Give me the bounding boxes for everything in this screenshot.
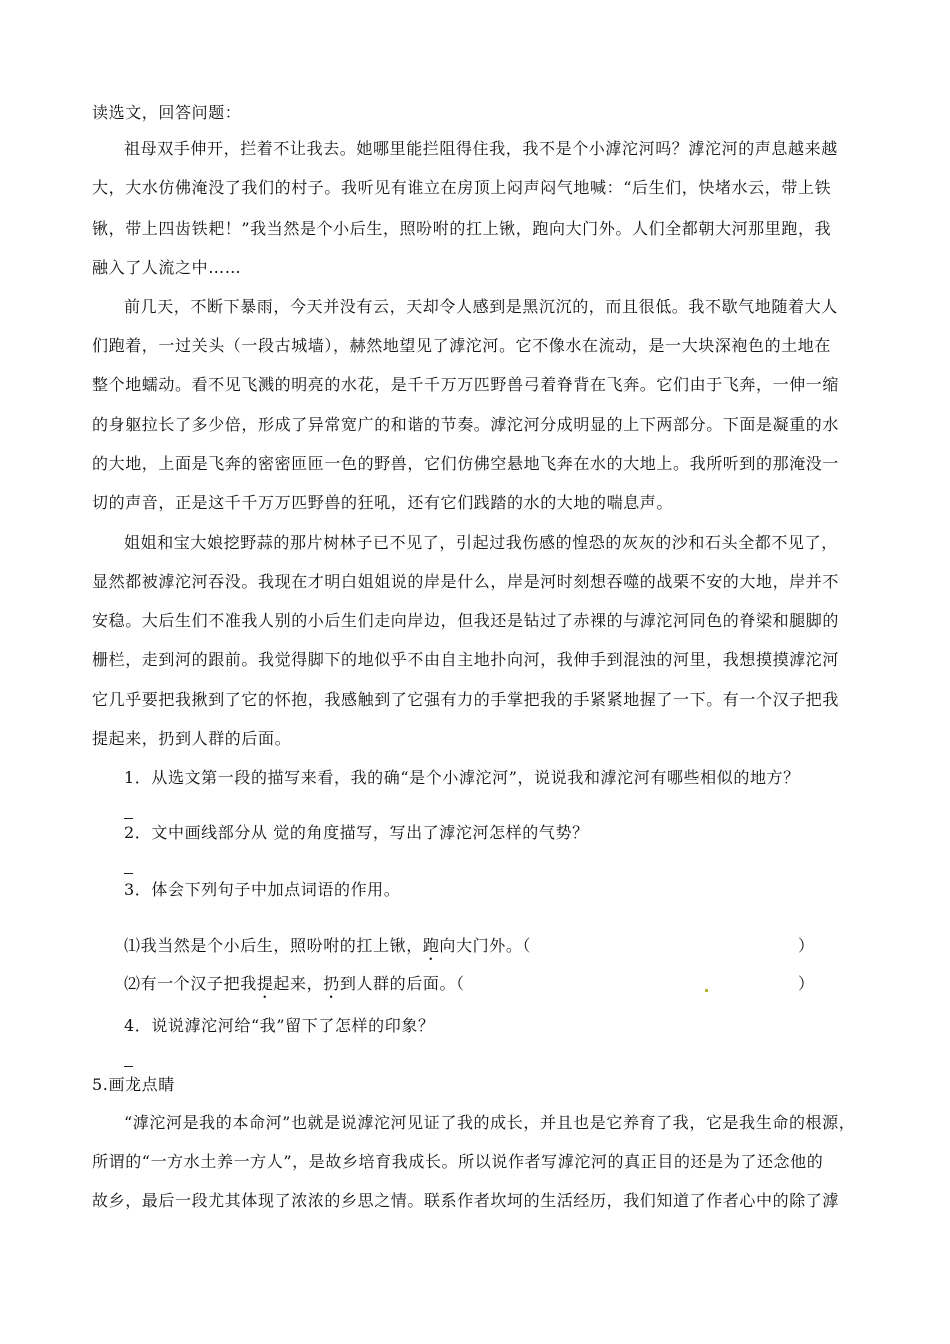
q3-1-text-a: ⑴我当然是个小后生，照吩咐的扛上锹， <box>124 936 423 955</box>
q3-2-text-mid: 起来， <box>273 974 324 993</box>
passage-p3-line4: 栅栏，走到河的跟前。我觉得脚下的地似乎不由自主地扑向河，我伸手到混浊的河里，我想摸摸滹沱河 <box>92 650 840 669</box>
q3-2-dotted-word-1: 提 <box>256 974 274 993</box>
passage-p3-line1: 姐姐和宝大娘挖野蒜的那片树林子已不见了，引起过我伤感的惶恐的灰灰的沙和石头全都不见了， <box>124 533 838 552</box>
passage-p3-line2: 显然都被滹沱河吞没。我现在才明白姐姐说的岸是什么，岸是河时刻想吞噬的战栗不安的大地，岸并不 <box>92 572 840 591</box>
answer5-line1: “滹沱河是我的本命河”也就是说滹沱河见证了我的成长，并且也是它养育了我，它是我生命的根源， <box>124 1113 856 1132</box>
passage-p2-line6: 切的声音，正是这千千万万匹野兽的狂吼，还有它们践踏的水的大地的喘息声。 <box>92 493 674 512</box>
stray-mark <box>705 989 708 992</box>
passage-p3-line5: 它几乎要把我揪到了它的怀抱，我感触到了它强有力的手掌把我的手紧紧地握了一下。有一个汉子把我 <box>92 690 840 709</box>
passage-p1-line1: 祖母双手伸开，拦着不让我去。她哪里能拦阻得住我，我不是个小滹沱河吗？滹沱河的声息越来越 <box>124 139 838 158</box>
answer5-line3: 故乡，最后一段尤其体现了浓浓的乡思之情。联系作者坎坷的生活经历，我们知道了作者心中的除了滹 <box>92 1191 840 1210</box>
answer-blank-1[interactable] <box>124 818 133 819</box>
passage-p1-line4: 融入了人流之中…… <box>92 258 242 277</box>
question-4: 4．说说滹沱河给“我”留下了怎样的印象？ <box>124 1016 435 1035</box>
question-1: 1．从选文第一段的描写来看，我的确“是个小滹沱河”，说说我和滹沱河有哪些相似的地方？ <box>124 768 800 787</box>
q3-2-text-a: ⑵有一个汉子把我 <box>124 974 257 993</box>
q3-2-text-b: 到人群的后面。（ <box>339 974 465 993</box>
answer-blank-4[interactable] <box>124 1066 133 1067</box>
question-5-heading: 5.画龙点睛 <box>92 1075 175 1094</box>
q3-1-dotted-word: 跑 <box>422 936 440 955</box>
q3-2-dotted-word-2: 扔 <box>323 974 340 993</box>
passage-p3-line6: 提起来，扔到人群的后面。 <box>92 729 292 748</box>
question-3-item-2 <box>124 974 894 1002</box>
passage-p2-line5: 的大地，上面是飞奔的密密匝匝一色的野兽，它们仿佛空悬地飞奔在水的大地上。我所听到的那淹没一 <box>92 454 840 473</box>
question-3-item-1 <box>124 936 894 964</box>
passage-p1-line3: 锹，带上四齿铁耙！”我当然是个小后生，照吩咐的扛上锹，跑向大门外。人们全都朝大河那里跑，我 <box>92 219 832 238</box>
q3-2-close-paren: ） <box>798 974 815 993</box>
passage-p1-line2: 大，大水仿佛淹没了我们的村子。我听见有谁立在房顶上闷声闷气地喊：“后生们，快堵水云，带上铁 <box>92 178 832 197</box>
passage-p2-line3: 整个地蠕动。看不见飞溅的明亮的水花，是千千万万匹野兽弓着脊背在飞奔。它们由于飞奔，一伸一缩 <box>92 375 840 394</box>
passage-p3-line3: 安稳。大后生们不准我人别的小后生们走向岸边，但我还是钻过了赤裸的与滹沱河同色的脊梁和腿脚的 <box>92 611 840 630</box>
question-3: 3．体会下列句子中加点词语的作用。 <box>124 880 401 899</box>
question-2: 2．文中画线部分从 觉的角度描写，写出了滹沱河怎样的气势？ <box>124 823 589 842</box>
q3-1-close-paren: ） <box>798 936 815 955</box>
passage-p2-line1: 前几天，不断下暴雨，今天并没有云，天却令人感到是黑沉沉的，而且很低。我不歇气地随着大人 <box>124 297 838 316</box>
passage-p2-line2: 们跑着，一过关头（一段古城墙），赫然地望见了滹沱河。它不像水在流动，是一大块深袍色的土地在 <box>92 336 832 355</box>
instruction: 读选文，回答问题： <box>92 103 242 122</box>
q3-1-text-b: 向大门外。（ <box>439 936 532 955</box>
answer5-line2: 所谓的“一方水土养一方人”，是故乡培育我成长。所以说作者写滹沱河的真正目的还是为了还念他的 <box>92 1152 824 1171</box>
answer-blank-2[interactable] <box>124 873 133 874</box>
passage-p2-line4: 的身躯拉长了多少倍，形成了异常宽广的和谐的节奏。滹沱河分成明显的上下两部分。下面是凝重的水 <box>92 415 840 434</box>
